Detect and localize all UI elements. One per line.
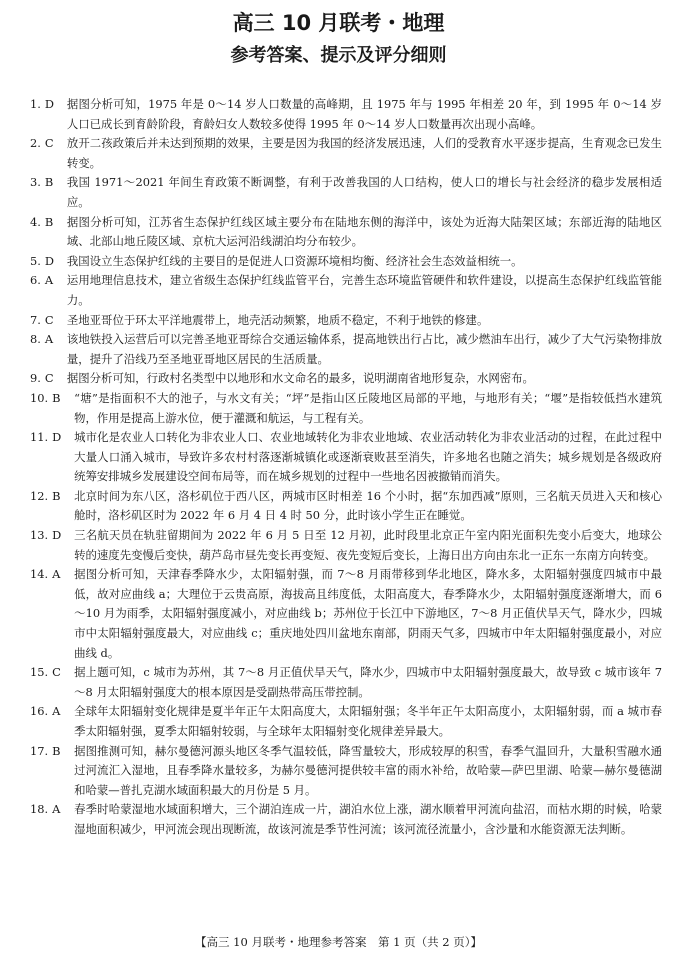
answer-key: A	[44, 273, 54, 288]
question-number: 18.	[30, 802, 49, 817]
question-number: 12.	[30, 488, 49, 503]
question-number: 7.	[30, 312, 41, 327]
answer-explanation: 北京时间为东八区，洛杉矶位于西八区，两城市区时相差 16 个小时，据“东加西减”原则，三名航天员进入天和核心舱时，洛杉矶区时为 2022 年 6 月 4 日 4 时 50 分，此时该小学生正在睡觉。	[74, 488, 662, 523]
answer-explanation: 春季时哈蒙湿地水域面积增大，三个湖泊连成一片，湖泊水位上涨，湖水顺着甲河流向盐沼，而枯水期的时候，哈蒙湿地面积减少，甲河流会现出现断流，故该河流是季节性河流；该河流径流量小，含沙量和水能资源无法判断。	[74, 802, 662, 836]
document-subtitle: 参考答案、提示及评分细则	[230, 45, 447, 66]
answer-explanation: 据图分析可知，1975 年是 0～14 岁人口数量的高峰期，且 1975 年与 1995 年相差 20 年，到 1995 年 0～14 岁人口已成长到育龄阶段，育龄妇女人数较多使得 1995 年 0～14 岁人口数量再次出现小高峰。	[66, 97, 662, 131]
answer-key: C	[52, 665, 61, 680]
answer-key: B	[44, 214, 54, 229]
answer-item	[30, 369, 662, 389]
question-number: 2.	[30, 136, 41, 151]
question-number: 10.	[30, 390, 49, 405]
document-title: 高三 10 月联考・地理	[232, 11, 445, 35]
answer-item	[30, 526, 662, 565]
answer-item	[30, 252, 662, 272]
answer-key: B	[52, 743, 61, 758]
question-number: 11.	[30, 430, 49, 445]
answer-explanation: 据图分析可知，天津春季降水少，太阳辐射强，而 7～8 月雨带移到华北地区，降水多，太阳辐射强度四城市中最低，故对应曲线 a；大理位于云贵高原，海拔高且纬度低，太阳高度大，春季降水少，太阳辐射强度逐渐增大，而 6～10 月为雨季，太阳辐射强度减小，对应曲线 b；苏州位于长江中下游地区，7～8 月正值伏旱天气，降水少，四城市中太阳辐射强度最大，对应曲线 c；重庆地处四川盆地东南部，阴雨天气多，四城市中年太阳辐射强度最小，对应曲线 d。	[74, 567, 662, 660]
answer-explanation: 城市化是农业人口转化为非农业人口、农业地域转化为非农业地域、农业活动转化为非农业活动的过程，在此过程中大量人口涌入城市，导致许多农村村落逐渐城镇化或逐渐衰败甚至消失，许多地名也随之消失；城乡规划是各级政府统筹安排城乡发展建设空间布局等，而在城乡规划的过程中一些地名因被撤销而消失。	[74, 430, 662, 484]
answer-explanation: 据图推测可知，赫尔曼德河源头地区冬季气温较低，降雪量较大，形成较厚的积雪，春季气温回升，大量积雪融水通过河流汇入湿地，且春季降水量较多，为赫尔曼德河提供较丰富的雨水补给，故哈蒙—萨巴里湖、哈蒙—赫尔曼德湖和哈蒙—普扎克湖水域面积最大的月份是 5 月。	[74, 743, 662, 797]
question-number: 17.	[30, 743, 49, 758]
answer-key: C	[44, 312, 54, 327]
answer-key: B	[52, 390, 61, 405]
answer-explanation: 三名航天员在轨驻留期间为 2022 年 6 月 5 日至 12 月初，此时段里北京正午室内阳光面积先变小后变大，地球公转的速度先变慢后变快，葫芦岛市昼先变长再变短、夜先变短后变长，上海日出方向由东北一正东一东南方向转变。	[74, 528, 662, 562]
answer-key: D	[52, 528, 62, 543]
answer-item	[30, 173, 662, 212]
answer-key: B	[52, 488, 61, 503]
answer-item	[30, 213, 662, 252]
answer-item	[30, 702, 662, 741]
answer-explanation: 该地铁投入运营后可以完善圣地亚哥综合交通运输体系，提高地铁出行占比，减少燃油车出行，减少了大气污染物排放量，提升了沿线乃至圣地亚哥地区居民的生活质量。	[66, 332, 662, 366]
answer-key: D	[44, 97, 55, 111]
answer-item	[30, 271, 662, 310]
answer-explanation: 运用地理信息技术，建立省级生态保护红线监管平台，完善生态环境监管硬件和软件建设，以提高生态保护红线监管能力。	[66, 273, 662, 307]
answer-explanation: 据图分析可知，行政村名类型中以地形和水文命名的最多，说明湖南省地形复杂，水网密布。	[66, 371, 534, 386]
question-number: 5.	[30, 253, 41, 268]
answer-item	[30, 389, 662, 428]
question-number: 6.	[30, 273, 41, 288]
answer-item	[30, 330, 662, 369]
answer-key: B	[44, 175, 54, 190]
answer-key: A	[52, 704, 61, 719]
answer-key: A	[52, 567, 61, 582]
answer-key: A	[52, 802, 61, 817]
answer-key: D	[44, 253, 55, 268]
answer-list	[30, 95, 662, 840]
answer-item	[30, 742, 662, 801]
answer-item	[30, 311, 662, 331]
question-number: 3.	[30, 175, 41, 190]
answer-explanation: 据图分析可知，江苏省生态保护红线区域主要分布在陆地东侧的海洋中，该处为近海大陆架区域；东部近海的陆地区域、北部山地丘陵区域、京杭大运河沿线湖泊均分布较少。	[66, 214, 662, 249]
answer-explanation: 据上题可知，c 城市为苏州，其 7～8 月正值伏旱天气，降水少，四城市中太阳辐射强度最大，故导致 c 城市该年 7～8 月太阳辐射强度大的根本原因是受副热带高压带控制。	[74, 665, 662, 699]
question-number: 15.	[30, 665, 49, 680]
answer-key: C	[44, 136, 54, 151]
question-number: 8.	[30, 332, 41, 347]
question-number: 4.	[30, 214, 41, 229]
answer-item	[30, 663, 662, 702]
answer-explanation: 我国设立生态保护红线的主要目的是促进人口资源环境相均衡、经济社会生态效益相统一。	[66, 253, 523, 268]
answer-item	[30, 428, 662, 487]
question-number: 16.	[30, 704, 49, 719]
question-number: 1.	[30, 97, 41, 111]
answer-explanation: 我国 1971～2021 年间生育政策不断调整，有利于改善我国的人口结构，使人口的增长与社会经济的稳步发展相适应。	[66, 175, 662, 209]
page-footer: 【高三 10 月联考・地理参考答案 第 1 页（共 2 页）】	[195, 935, 482, 949]
question-number: 14.	[30, 567, 49, 582]
answer-item	[30, 800, 662, 839]
answer-key: A	[44, 332, 54, 347]
answer-item	[30, 95, 662, 134]
answer-explanation: 全球年太阳辐射变化规律是夏半年正午太阳高度大，太阳辐射强；冬半年正午太阳高度小，太阳辐射弱，而 a 城市春季太阳辐射强，夏季太阳辐射较弱，与全球年太阳辐射变化规律差异最大。	[74, 704, 662, 738]
answer-explanation: “塘”是指面积不大的池子，与水文有关；“坪”是指山区丘陵地区局部的平地，与地形有关；“堰”是指较低挡水建筑物，作用是提高上游水位，便于灌溉和航运，与工程有关。	[74, 390, 662, 425]
question-number: 9.	[30, 371, 41, 386]
answer-key: D	[52, 430, 62, 445]
answer-item	[30, 565, 662, 663]
answer-explanation: 放开二孩政策后并未达到预期的效果，主要是因为我国的经济发展迅速，人们的受教育水平逐步提高，生育观念已发生转变。	[66, 136, 662, 170]
question-number: 13.	[30, 528, 49, 543]
answer-explanation: 圣地亚哥位于环太平洋地震带上，地壳活动频繁，地质不稳定，不利于地铁的修建。	[66, 312, 489, 327]
answer-item	[30, 134, 662, 173]
answer-key: C	[44, 371, 54, 386]
answer-item	[30, 487, 662, 526]
